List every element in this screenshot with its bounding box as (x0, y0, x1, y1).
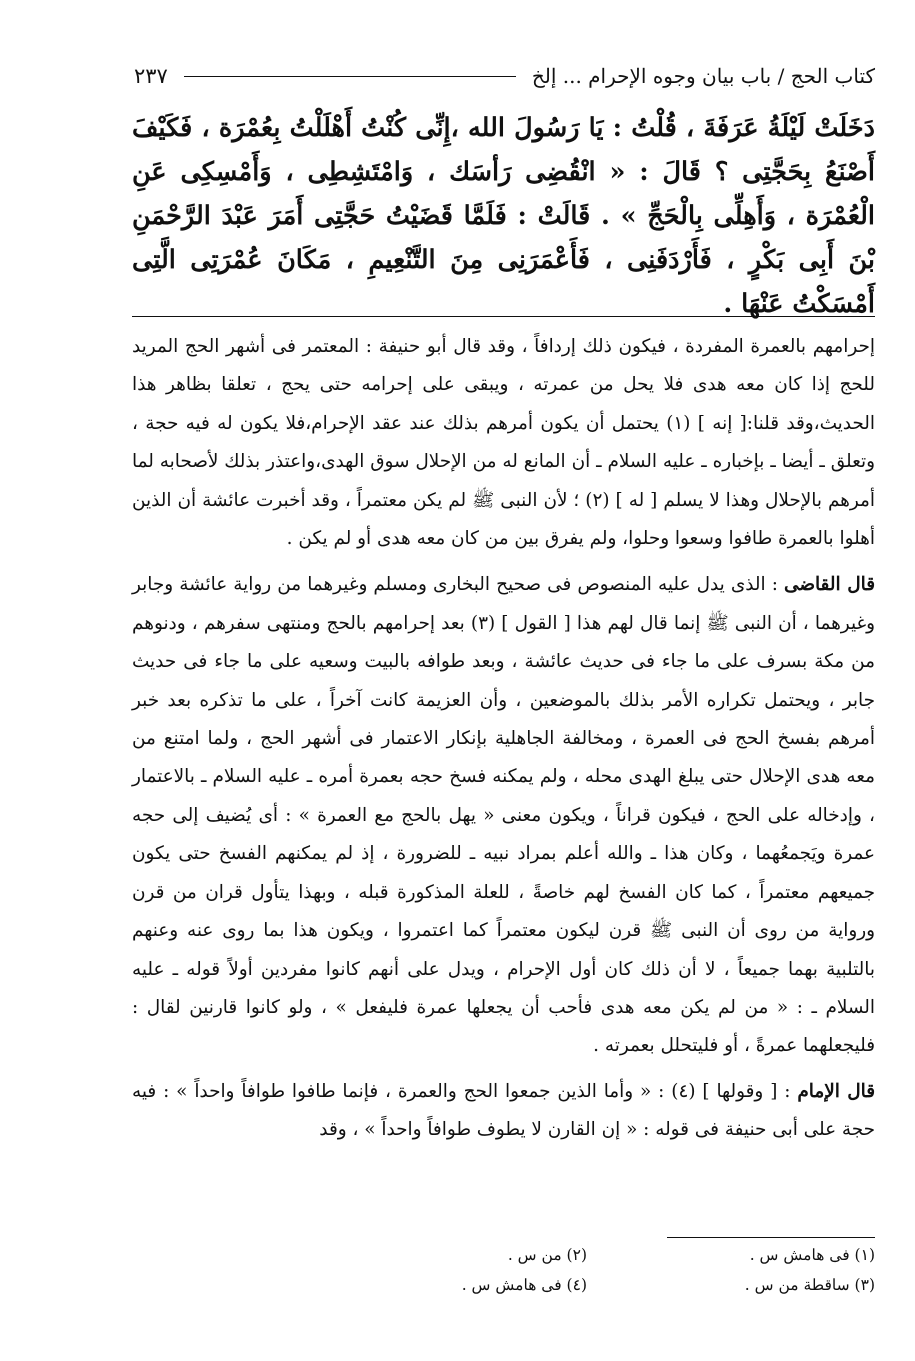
footnote: (٤) فى هامش س . (461, 1276, 587, 1294)
hadith-line: قَالَ : « انْقُضِى رَأسَك ، وَامْتَشِطِى ، وَأَمْسِكِى عَنِ الْعُمْرَة ، وَأَهِلِّى بِالْحَجِّ » . قَالَتْ : فَلَمَّا (132, 157, 875, 231)
hadith-line: عُمْرَتِى الَّتِى أَمْسَكْتُ عَنْهَا . (132, 245, 875, 319)
commentary-paragraph (132, 1073, 875, 1150)
paragraph-text: : [ وقولها ] (٤) : « وأما الذين جمعوا الحج والعمرة ، فإنما طافوا طوافاً واحداً » : فيه حجة على أبى حنيفة فى قوله : « إن القارن لا يطوف طوافاً واحداً » ، وقد (132, 1080, 875, 1141)
text-separator (132, 316, 875, 317)
speaker-label: قال القاضى (784, 574, 875, 596)
header-rule (184, 76, 516, 77)
footnote-separator (667, 1237, 875, 1238)
paragraph-text: : الذى يدل عليه المنصوص فى صحيح البخارى ومسلم وغيرهما من رواية عائشة وجابر وغيرهما ، أن النبى ﷺ إنما قال لهم هذا [ القول ] (٣) بعد إحرامهم بالحج ومنتهى سفرهم ، ودنوهم من مكة بسرف على ما جاء فى حديث عائشة ، وبعد طوافه بالبيت وسعيه على ما جاء فى حديث جابر ، ويحتمل تكراره الأمر بذلك بالموضعين ، وأن العزيمة كانت آخراً ، على ما تذكره بعد خبر أمرهم بفسخ الحج فى العمرة ، ومخالفة الجاهلية بإنكار الاعتمار فى أشهر الحج ، ولما امتنع من معه هدى الإحلال حتى يبلغ الهدى محله ، ولم يمكنه فسخ حجه بعمرة أمره ـ عليه السلام ـ بالاعتمار ، وإدخاله على الحج ، فيكون قراناً ، ويكون معنى « يهل بالحج مع العمرة » : أى يُضيف إلى حجه عمرة ويَجمعُهما ، وكان هذا ـ والله أعلم بمراد نبيه ـ للضرورة ، إذ لم يمكنهم الفسخ حتى يكون جميعهم معتمراً ، كما كان الفسخ لهم خاصةً ، للعلة المذكورة قبله ، وبهذا يتأول قران من قرن ورواية من روى أن النبى ﷺ قرن ليكون معتمراً كما اعتمروا ، ويكون هذا بما روى عنه وعنهم بالتلبية بهما جميعاً ، لا أن ذلك كان أول الإحرام ، ويدل على أنهم كانوا مفردين أولاً قوله ـ عليه السلام ـ : « من لم يكن معه هدى فأحب أن يجعلها عمرة فليفعل » ، ولو كانوا قارنين لقال : فليجعلهما عمرةً ، أو فليتحلل بعمرته . (132, 574, 876, 1057)
footnote: (١) فى هامش س . (749, 1246, 875, 1264)
page-number: ٢٣٧ (134, 64, 168, 88)
hadith-text (132, 106, 875, 326)
footnote: (٢) من س . (507, 1246, 587, 1264)
hadith-line: دَخَلَتْ لَيْلَةُ عَرَفَةَ ، قُلْتُ : يَا رَسُولَ الله ،إِنِّى كُنْتُ أَهْلَلْتُ بِعُمْرَة ، فَكَيْفَ أَصْنَعُ بِحَجَّتِى ؟ (132, 113, 875, 187)
running-title: كتاب الحج / باب بيان وجوه الإحرام ... إلخ (531, 64, 875, 88)
commentary-paragraph (132, 566, 875, 1065)
hadith-line: قَضَيْتُ حَجَّتِى أَمَرَ عَبْدَ الرَّحْمَنِ بْنَ أَبِى بَكْرٍ ، فَأَرْدَفَنِى ، فَأَعْمَرَنِى مِنَ التَّنْعِيمِ ، مَكَانَ (132, 201, 875, 275)
speaker-label: قال الإمام (797, 1080, 875, 1102)
commentary-paragraph: إحرامهم بالعمرة المفردة ، فيكون ذلك إردافاً ، وقد قال أبو حنيفة : المعتمر فى أشهر الحج المريد للحج إذا كان معه هدى فلا يحل من عمرته ، ويبقى على إحرامه حتى يحج ، تعلقا بظاهر هذا الحديث،وقد قلنا:[ إنه ] (١) يحتمل أن يكون أمرهم بذلك عند عقد الإحرام،فلا يكون له فيه حجة ، وتعلق ـ أيضا ـ بإخباره ـ عليه السلام ـ أن المانع له من الإحلال سوق الهدى،واعتذر بذلك لأصحابه لما أمرهم بالإحلال وهذا لا يسلم [ له ] (٢) ؛ لأن النبى ﷺ لم يكن معتمراً ، وقد أخبرت عائشة أن الذين أهلوا بالعمرة طافوا وسعوا وحلوا، ولم يفرق بين من كان معه هدى أو لم يكن . (132, 336, 875, 550)
footnote: (٣) ساقطة من س . (744, 1276, 875, 1294)
running-header (134, 56, 875, 96)
commentary (132, 328, 875, 1150)
